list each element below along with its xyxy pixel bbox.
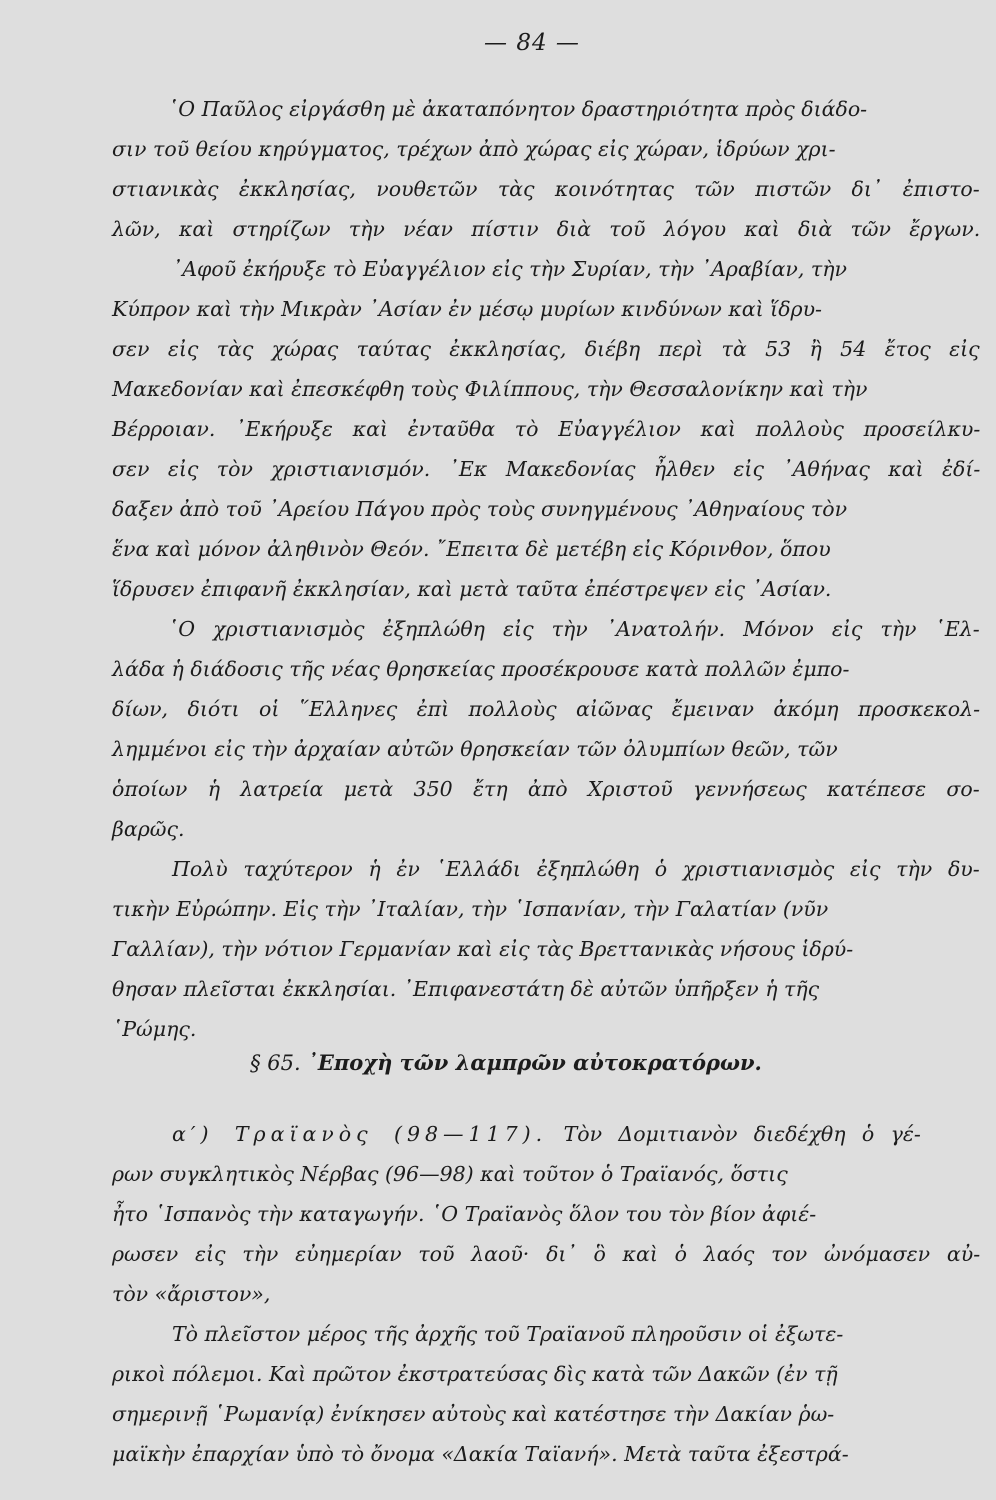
text-line: σιν τοῦ θείου κηρύγματος, τρέχων ἀπὸ χώρας εἰς χώραν, ἱδρύων χρι- [112,137,836,161]
text-line: ῾Ο χριστιανισμὸς ἐξηπλώθη εἰς τὴν ᾽Ανατολήν. Μόνον εἰς τὴν ῾Ελ- [168,617,980,641]
text-line: ῾Ο Παῦλος εἰργάσθη μὲ ἀκαταπόνητον δραστηριότητα πρὸς διάδο- [168,97,868,121]
text-line: ἕνα καὶ μόνον ἀληθινὸν Θεόν. ῎Επειτα δὲ μετέβη εἰς Κόρινθον, ὅπου [112,537,831,561]
text-line: λάδα ἡ διάδοσις τῆς νέας θρησκείας προσέκρουσε κατὰ πολλῶν ἐμπο- [112,657,850,681]
text-line: ρωσεν εἰς τὴν εὐημερίαν τοῦ λαοῦ· δι᾽ ὃ καὶ ὁ λαός τον ὠνόμασεν αὐ- [112,1242,981,1266]
page-number: — 84 — [484,30,580,56]
text-line: Πολὺ ταχύτερον ἡ ἐν ῾Ελλάδι ἐξηπλώθη ὁ χριστιανισμὸς εἰς τὴν δυ- [172,857,980,881]
text-line: τὸν «ἄριστον», [112,1282,271,1306]
text-line: ἵδρυσεν ἐπιφανῆ ἐκκλησίαν, καὶ μετὰ ταῦτα ἐπέστρεψεν εἰς ᾽Ασίαν. [112,577,832,601]
text-line: βαρῶς. [112,817,185,841]
text-line: Βέρροιαν. ᾽Εκήρυξε καὶ ἐνταῦθα τὸ Εὐαγγέλιον καὶ πολλοὺς προσείλκυ- [112,417,981,441]
subsection-title: α′) Τραϊανὸς (98—117). [172,1122,548,1146]
text-line: θησαν πλεῖσται ἐκκλησίαι. ᾽Επιφανεστάτη δὲ αὐτῶν ὑπῆρξεν ἡ τῆς [112,977,820,1001]
section-number: § 65. [250,1051,301,1075]
text-line: ἦτο ῾Ισπανὸς τὴν καταγωγήν. ῾Ο Τραϊανὸς ὅλον του τὸν βίον ἀφιέ- [112,1202,817,1226]
text-line: ᾽Αφοῦ ἐκήρυξε τὸ Εὐαγγέλιον εἰς τὴν Συρίαν, τὴν ᾽Αραβίαν, τὴν [172,257,847,281]
text-line: τικὴν Εὐρώπην. Εἰς τὴν ᾽Ιταλίαν, τὴν ῾Ισπανίαν, τὴν Γαλατίαν (νῦν [112,897,829,921]
text-line: λημμένοι εἰς τὴν ἀρχαίαν αὐτῶν θρησκείαν τῶν ὀλυμπίων θεῶν, τῶν [112,737,838,761]
text-line: λῶν, καὶ στηρίζων τὴν νέαν πίστιν διὰ τοῦ λόγου καὶ διὰ τῶν ἔργων. [112,217,981,241]
text-line: σημερινῇ ῾Ρωμανίᾳ) ἐνίκησεν αὐτοὺς καὶ κατέστησε τὴν Δακίαν ῥω- [112,1402,835,1426]
section-title: ᾽Εποχὴ τῶν λαμπρῶν αὐτοκρατόρων. [307,1050,762,1075]
text-line: δίων, διότι οἱ ῞Ελληνες ἐπὶ πολλοὺς αἰῶνας ἔμειναν ἀκόμη προσκεκολ- [112,697,980,721]
text-line: ὁποίων ἡ λατρεία μετὰ 350 ἔτη ἀπὸ Χριστοῦ γεννήσεως κατέπεσε σο- [112,777,980,801]
text-line: Γαλλίαν), τὴν νότιον Γερμανίαν καὶ εἰς τὰς Βρεττανικὰς νήσους ἱδρύ- [112,937,854,961]
text-line: Τὸ πλεῖστον μέρος τῆς ἀρχῆς τοῦ Τραϊανοῦ πληροῦσιν οἱ ἐξωτε- [172,1322,844,1346]
text-line: στιανικὰς ἐκκλησίας, νουθετῶν τὰς κοινότητας τῶν πιστῶν δι᾽ ἐπιστο- [112,177,980,201]
text-line: ῾Ρώμης. [112,1017,197,1041]
text-line: Κύπρον καὶ τὴν Μικρὰν ᾽Ασίαν ἐν μέσῳ μυρίων κινδύνων καὶ ἵδρυ- [112,297,822,321]
text-line: μαϊκὴν ἐπαρχίαν ὑπὸ τὸ ὄνομα «Δακία Ταϊανή». Μετὰ ταῦτα ἐξεστρά- [112,1442,849,1466]
text-line: Μακεδονίαν καὶ ἐπεσκέφθη τοὺς Φιλίππους, τὴν Θεσσαλονίκην καὶ τὴν [112,377,868,401]
text-line: δαξεν ἀπὸ τοῦ ᾽Αρείου Πάγου πρὸς τοὺς συνηγμένους ᾽Αθηναίους τὸν [112,497,848,521]
text-line: σεν εἰς τὰς χώρας ταύτας ἐκκλησίας, διέβη περὶ τὰ 53 ἢ 54 ἔτος εἰς [112,337,980,361]
text-line: ρων συγκλητικὸς Νέρβας (96—98) καὶ τοῦτον ὁ Τραϊανός, ὅστις [112,1162,788,1186]
text-line [172,1120,921,1148]
section-heading [0,1050,996,1075]
text-line: ρικοὶ πόλεμοι. Καὶ πρῶτον ἐκστρατεύσας δὶς κατὰ τῶν Δακῶν (ἐν τῇ [112,1362,838,1386]
text-line: σεν εἰς τὸν χριστιανισμόν. ᾽Εκ Μακεδονίας ἦλθεν εἰς ᾽Αθήνας καὶ ἐδί- [112,457,981,481]
text-span: Τὸν Δομιτιανὸν διεδέχθη ὁ γέ- [547,1122,921,1146]
